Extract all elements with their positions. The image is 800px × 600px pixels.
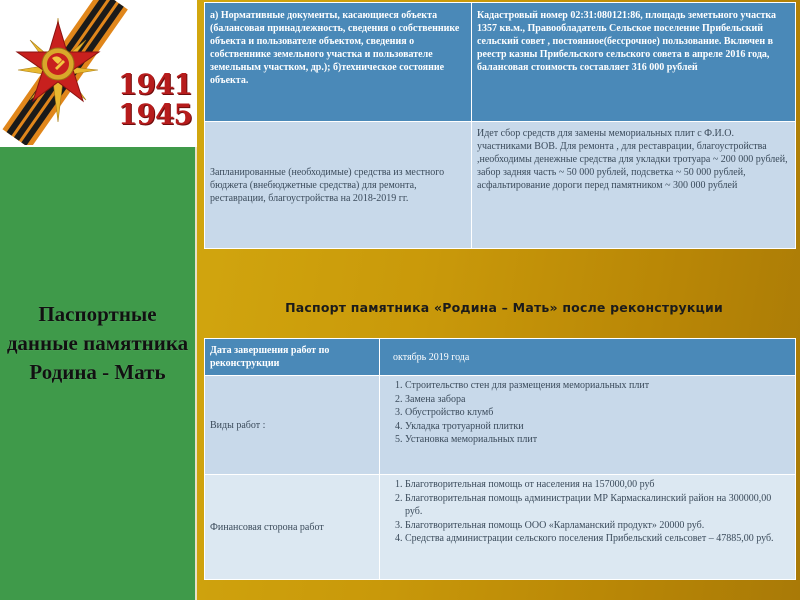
funds-label-cell: Запланированные (необходимые) средства из местного бюджета (внебюджетные средства) для ремонта, реставрации, благоустройства на 2018-2019 гг. [205,122,472,249]
list-item: 1. Благотворительная помощь от населения на 157000,00 руб [405,478,790,492]
header-right-cell: Кадастровый номер 02:31:080121:86, площадь земетьного участка 1357 кв.м., Правообладатель Сельское поселение Прибельский сельский совет , постоянное(бессрочное) пользование. Включен в реестр казны Прибельского сельского совета в апреле 2016 года, балансовая стоимость составляет 316 000 рублей [472,3,796,122]
funds-value-cell: Идет сбор средств для замены мемориальных плит с Ф.И.О. участниками ВОВ. Для ремонта , для реставрации, благоустройства ,необходимы денежные средства для укладки тротуара ~ 200 000 рублей, забор задняя часть ~ 50 000 рублей, подсветка ~ 50 000 рублей, асфальтирование дороги перед памятником ~ 300 000 рублей [472,122,796,249]
victory-emblem [0,0,198,145]
section-subtitle: Паспорт памятника «Родина – Мать» после реконструкции [285,300,723,315]
list-item: 5. Установка мемориальных плит [405,433,790,447]
object-info-table [204,2,796,249]
completion-date-text: октябрь 2019 года [393,351,470,363]
finance-list-cell [380,475,796,580]
table-row [205,3,796,122]
works-label: Виды работ : [205,376,380,475]
table-row [205,339,796,376]
list-item: 2. Замена забора [405,393,790,407]
list-item: 3. Благотворительная помощь ООО «Карламанский продукт» 20000 руб. [405,519,790,533]
side-title: Паспортные данные памятника Родина - Мать [6,302,189,384]
table-row [205,376,796,475]
works-list-cell [380,376,796,475]
list-item: 2. Благотворительная помощь администрации МР Кармаскалинский район на 300000,00 руб. [405,492,790,519]
table-row [205,122,796,249]
main-area [197,0,800,600]
list-item: 4. Средства администрации сельского поселения Прибельский сельсовет – 47885,00 руб. [405,532,790,546]
side-panel [0,147,197,600]
list-item: 3. Обустройство клумб [405,406,790,420]
finance-label: Финансовая сторона работ [205,475,380,580]
table-row [205,475,796,580]
finance-list [385,478,790,546]
header-left-cell: а) Нормативные документы, касающиеся объекта (балансовая принадлежность, сведения о собственнике объекта и пользователе объектом, сведения о собственнике земельного участка и пользователе земельным участком, др.); б)техническое состояние объекта. [205,3,472,122]
year-start: 1941 [118,68,192,101]
left-strip [0,0,198,600]
completion-date-label: Дата завершения работ по реконструкции [205,339,380,376]
list-item: 4. Укладка тротуарной плитки [405,420,790,434]
works-list [385,379,790,447]
reconstruction-table [204,338,796,580]
list-item: 1. Строительство стен для размещения мемориальных плит [405,379,790,393]
year-end: 1945 [118,98,192,131]
completion-date-value [380,339,796,376]
